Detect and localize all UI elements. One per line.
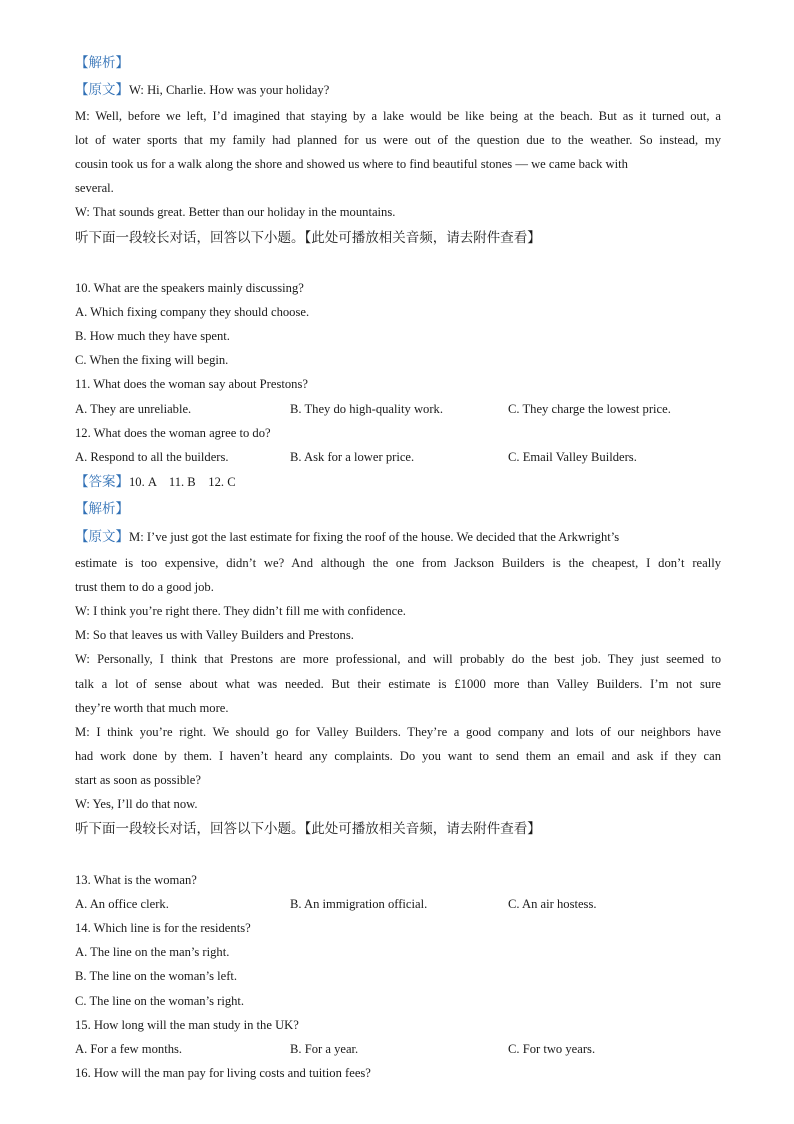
transcript-line: M: I think you’re right. We should go for Valley Builders. They’re a good company and lots of our neighbors have: [75, 725, 721, 739]
option-12c: C. Email Valley Builders.: [508, 450, 637, 464]
analysis-tag: 【解析】: [75, 501, 129, 517]
option-14c: C. The line on the woman’s right.: [75, 994, 245, 1008]
question-14: 14. Which line is for the residents?: [75, 921, 251, 935]
question-16: 16. How will the man pay for living costs and tuition fees?: [75, 1066, 371, 1080]
transcript-line: W: I think you’re right there. They didn’t fill me with confidence.: [75, 604, 406, 618]
option-14a: A. The line on the man’s right.: [75, 945, 230, 959]
transcript-line: talk a lot of sense about what was needed. But their estimate is £1000 more than Valley Builders. I’m not sure: [75, 677, 721, 691]
question-13: 13. What is the woman?: [75, 873, 197, 887]
transcript-line: lot of water sports that my family had planned for us were out of the question due to the weather. So instead, my: [75, 133, 721, 147]
option-13b: B. An immigration official.: [290, 897, 428, 911]
option-11a: A. They are unreliable.: [75, 402, 192, 416]
option-15b: B. For a year.: [290, 1042, 359, 1056]
question-10: 10. What are the speakers mainly discussing?: [75, 281, 304, 295]
transcript-line: W: Yes, I’ll do that now.: [75, 797, 198, 811]
option-12a: A. Respond to all the builders.: [75, 450, 229, 464]
option-10b: B. How much they have spent.: [75, 329, 230, 343]
transcript-text: M: I’ve just got the last estimate for fixing the roof of the house. We decided that the Arkwright’s: [129, 530, 620, 544]
transcript-line: W: That sounds great. Better than our holiday in the mountains.: [75, 205, 396, 219]
transcript-line: had work done by them. I haven’t heard any complaints. Do you want to send them an email and ask if they can: [75, 749, 721, 763]
answer-tag: 【答案】: [75, 474, 129, 490]
question-11: 11. What does the woman say about Prestons?: [75, 377, 308, 391]
audio-instruction: 听下面一段较长对话，回答以下小题。【此处可播放相关音频，请去附件查看】: [75, 230, 541, 246]
answer-line: [75, 474, 236, 491]
transcript-line: start as soon as possible?: [75, 773, 201, 787]
option-10c: C. When the fixing will begin.: [75, 353, 229, 367]
question-12: 12. What does the woman agree to do?: [75, 426, 271, 440]
transcript-line: [75, 82, 721, 99]
option-13c: C. An air hostess.: [508, 897, 597, 911]
transcript-line: estimate is too expensive, didn’t we? And although the one from Jackson Builders is the cheapest, I don’t really: [75, 556, 721, 570]
transcript-line: M: So that leaves us with Valley Builders and Prestons.: [75, 628, 354, 642]
option-14b: B. The line on the woman’s left.: [75, 969, 238, 983]
option-11c: C. They charge the lowest price.: [508, 402, 671, 416]
question-15: 15. How long will the man study in the UK?: [75, 1018, 299, 1032]
transcript-tag: 【原文】: [75, 529, 129, 545]
transcript-line: M: Well, before we left, I’d imagined that staying by a lake would be like being at the beach. But as it turned out, a: [75, 109, 721, 123]
transcript-line: several.: [75, 181, 114, 195]
audio-instruction: 听下面一段较长对话，回答以下小题。【此处可播放相关音频，请去附件查看】: [75, 821, 541, 837]
answer-key: 10. A 11. B 12. C: [129, 475, 236, 489]
transcript-line: they’re worth that much more.: [75, 701, 229, 715]
transcript-tag: 【原文】: [75, 82, 129, 98]
transcript-line: [75, 529, 721, 546]
transcript-line: trust them to do a good job.: [75, 580, 214, 594]
transcript-line: cousin took us for a walk along the shore and showed us where to find beautiful stones — we came back with: [75, 157, 628, 171]
transcript-text: W: Hi, Charlie. How was your holiday?: [129, 83, 330, 97]
option-13a: A. An office clerk.: [75, 897, 169, 911]
option-12b: B. Ask for a lower price.: [290, 450, 415, 464]
transcript-line: W: Personally, I think that Prestons are more professional, and will probably do the best job. They just seemed to: [75, 652, 721, 666]
option-11b: B. They do high-quality work.: [290, 402, 443, 416]
analysis-tag: 【解析】: [75, 55, 129, 71]
option-10a: A. Which fixing company they should choose.: [75, 305, 310, 319]
option-15c: C. For two years.: [508, 1042, 596, 1056]
option-15a: A. For a few months.: [75, 1042, 183, 1056]
